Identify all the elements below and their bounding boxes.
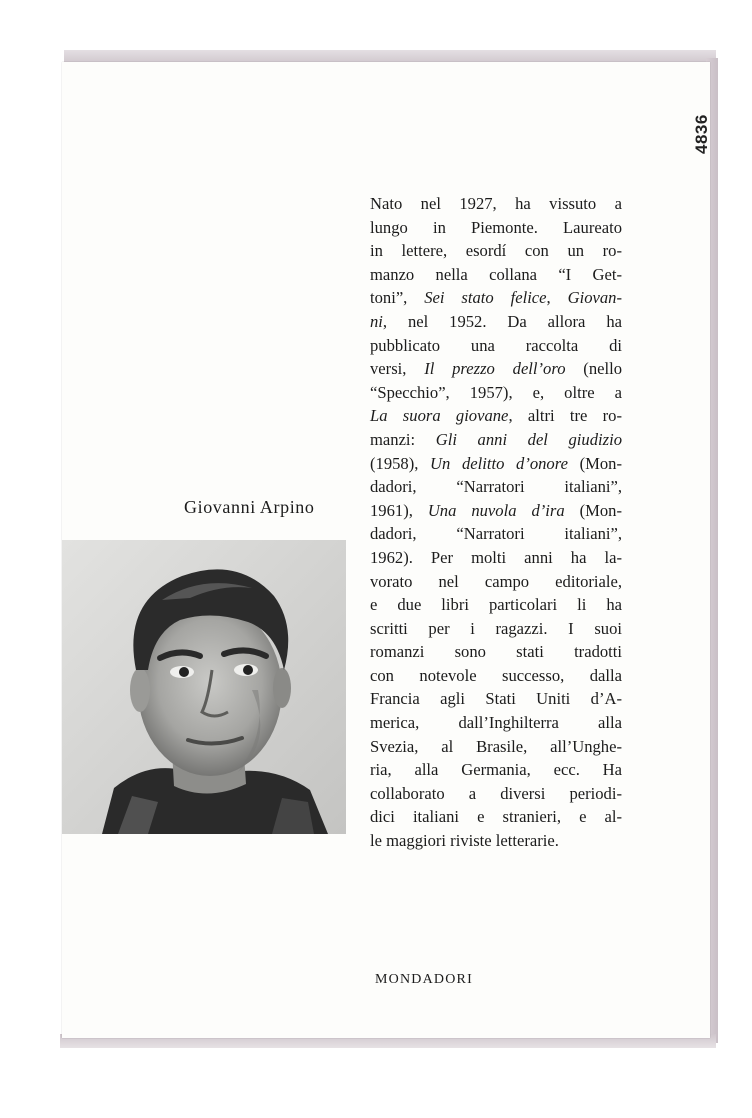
bio-italic-title: Giovan- xyxy=(567,288,622,308)
bio-line xyxy=(370,617,622,641)
bio-line xyxy=(370,428,622,452)
bio-line xyxy=(370,310,622,334)
bio-line xyxy=(370,758,622,782)
bio-text: Francia agli Stati Uniti d’A- xyxy=(370,689,622,709)
bio-line xyxy=(370,286,622,310)
publisher-name: MONDADORI xyxy=(375,972,473,987)
bio-text: pubblicato una raccolta di xyxy=(370,335,622,355)
bio-line xyxy=(370,735,622,759)
bio-italic-title: Gli anni del giudizio xyxy=(435,429,622,449)
bio-text: “Specchio”, 1957), e, oltre a xyxy=(370,382,622,402)
bio-line xyxy=(370,334,622,358)
bio-text: 1962). Per molti anni ha la- xyxy=(370,547,622,567)
bio-line xyxy=(370,805,622,829)
bio-text: manzo nella collana “I Get- xyxy=(370,264,622,284)
bio-text: Svezia, al Brasile, all’Unghe- xyxy=(370,736,622,756)
bio-line xyxy=(370,829,622,853)
bio-text: romanzi sono stati tradotti xyxy=(370,642,622,662)
bio-line xyxy=(370,522,622,546)
bio-text: , nel 1952. Da allora ha xyxy=(382,311,622,331)
bio-line xyxy=(370,546,622,570)
bio-line xyxy=(370,664,622,688)
bio-text: (nello xyxy=(565,359,622,379)
bio-text: versi, xyxy=(370,359,425,379)
bio-line xyxy=(370,640,622,664)
bio-italic-title: Un delitto d’onore xyxy=(430,453,568,473)
bio-text: ria, alla Germania, ecc. Ha xyxy=(370,760,622,780)
bio-line xyxy=(370,499,622,523)
bio-italic-title: La suora giovane xyxy=(370,406,509,426)
bio-text: (Mon- xyxy=(567,453,622,473)
bio-text: e due libri particolari li ha xyxy=(370,595,622,615)
bio-line xyxy=(370,404,622,428)
bio-text: con notevole successo, dalla xyxy=(370,665,622,685)
bio-text: Nato nel 1927, ha vissuto a xyxy=(370,194,622,213)
bio-text: toni”, xyxy=(370,288,425,308)
bio-text: , xyxy=(546,288,568,308)
author-name: Giovanni Arpino xyxy=(184,497,315,517)
author-biography xyxy=(370,192,622,853)
bio-text: lungo in Piemonte. Laureato xyxy=(370,217,622,237)
bio-text: manzi: xyxy=(370,429,436,449)
bio-text: dici italiani e stranieri, e al- xyxy=(370,807,622,827)
bio-text: le maggiori riviste letterarie. xyxy=(370,831,559,851)
bio-text: collaborato a diversi periodi- xyxy=(370,783,622,803)
bio-text: 1961), xyxy=(370,500,428,520)
bio-text: dadori, “Narratori italiani”, xyxy=(370,477,622,497)
bio-line xyxy=(370,381,622,405)
bio-line xyxy=(370,687,622,711)
bio-text: in lettere, esordí con un ro- xyxy=(370,241,622,261)
bio-line xyxy=(370,239,622,263)
bio-line xyxy=(370,782,622,806)
bio-italic-title: Sei stato felice xyxy=(424,288,547,308)
bio-text: (Mon- xyxy=(564,500,622,520)
bio-line xyxy=(370,357,622,381)
bio-line xyxy=(370,192,622,216)
bio-line xyxy=(370,452,622,476)
bio-line xyxy=(370,216,622,240)
bio-text: scritti per i ragazzi. I suoi xyxy=(370,618,622,638)
bio-italic-title: Una nuvola d’ira xyxy=(427,500,565,520)
bio-italic-title: Il prezzo dell’oro xyxy=(424,359,566,379)
bio-line xyxy=(370,475,622,499)
catalog-number: 4836 xyxy=(692,114,711,154)
bio-text: , altri tre ro- xyxy=(508,406,623,426)
bio-text: merica, dall’Inghilterra alla xyxy=(370,713,622,733)
bio-line xyxy=(370,570,622,594)
portrait-illustration xyxy=(62,540,346,834)
bio-line xyxy=(370,593,622,617)
bio-text: dadori, “Narratori italiani”, xyxy=(370,524,622,544)
bio-line xyxy=(370,711,622,735)
bio-italic-title: ni xyxy=(370,311,383,331)
bio-text: (1958), xyxy=(370,453,431,473)
author-portrait-photo xyxy=(62,540,346,834)
bio-text: vorato nel campo editoriale, xyxy=(370,571,622,591)
bio-line xyxy=(370,263,622,287)
